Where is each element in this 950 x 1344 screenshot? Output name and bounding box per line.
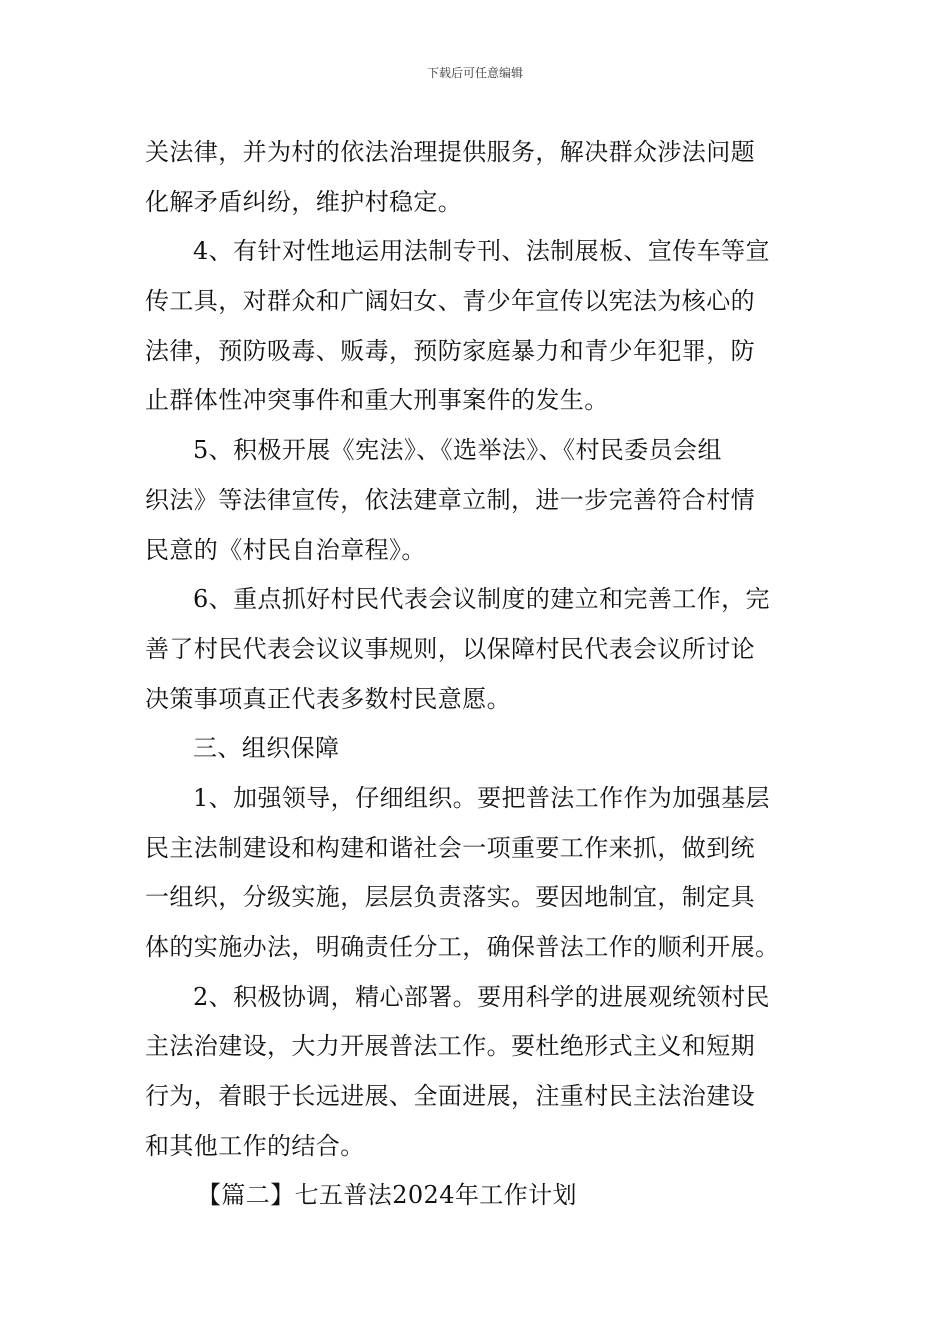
text-line: 传工具，对群众和广阔妇女、青少年宣传以宪法为核心的 [145, 287, 755, 316]
text-line: 织法》等法律宣传，依法建章立制，进一步完善符合村情 [145, 485, 755, 514]
text-line: 决策事项真正代表多数村民意愿。 [145, 684, 511, 713]
text-line: 民主法制建设和构建和谐社会一项重要工作来抓，做到统 [145, 833, 755, 862]
page-header: 下载后可任意编辑 [426, 66, 523, 80]
paragraph-start-line: 5、积极开展《宪法》、《选举法》、《村民委员会组 [193, 436, 722, 465]
paragraph-start-line: 4、有针对性地运用法制专刊、法制展板、宣传车等宣 [193, 237, 770, 266]
text-line: 一组织，分级实施，层层负责落实。要因地制宜，制定具 [145, 883, 755, 912]
text-line: 善了村民代表会议议事规则，以保障村民代表会议所讨论 [145, 634, 755, 663]
text-line: 主法治建设，大力开展普法工作。要杜绝形式主义和短期 [145, 1032, 755, 1061]
paragraph-start-line: 6、重点抓好村民代表会议制度的建立和完善工作，完 [193, 585, 770, 614]
chapter-title: 【篇二】七五普法2024年工作计划 [197, 1181, 577, 1210]
text-line: 化解矛盾纠纷，维护村稳定。 [145, 187, 463, 216]
text-line: 行为，着眼于长远进展、全面进展，注重村民主法治建设 [145, 1082, 755, 1111]
text-line: 体的实施办法，明确责任分工，确保普法工作的顺利开展。 [145, 933, 780, 961]
document-body [145, 128, 810, 1221]
text-line: 和其他工作的结合。 [145, 1131, 365, 1160]
text-line: 法律，预防吸毒、贩毒，预防家庭暴力和青少年犯罪，防 [145, 336, 755, 365]
paragraph-start-line: 1、加强领导，仔细组织。要把普法工作作为加强基层 [193, 783, 770, 812]
text-line: 关法律，并为村的依法治理提供服务，解决群众涉法问题 [145, 138, 755, 166]
section-heading: 三、组织保障 [193, 734, 340, 763]
text-line: 止群体性冲突事件和重大刑事案件的发生。 [145, 386, 609, 415]
text-line: 民意的《村民自治章程》。 [145, 535, 426, 564]
paragraph-start-line: 2、积极协调，精心部署。要用科学的进展观统领村民 [193, 982, 770, 1011]
